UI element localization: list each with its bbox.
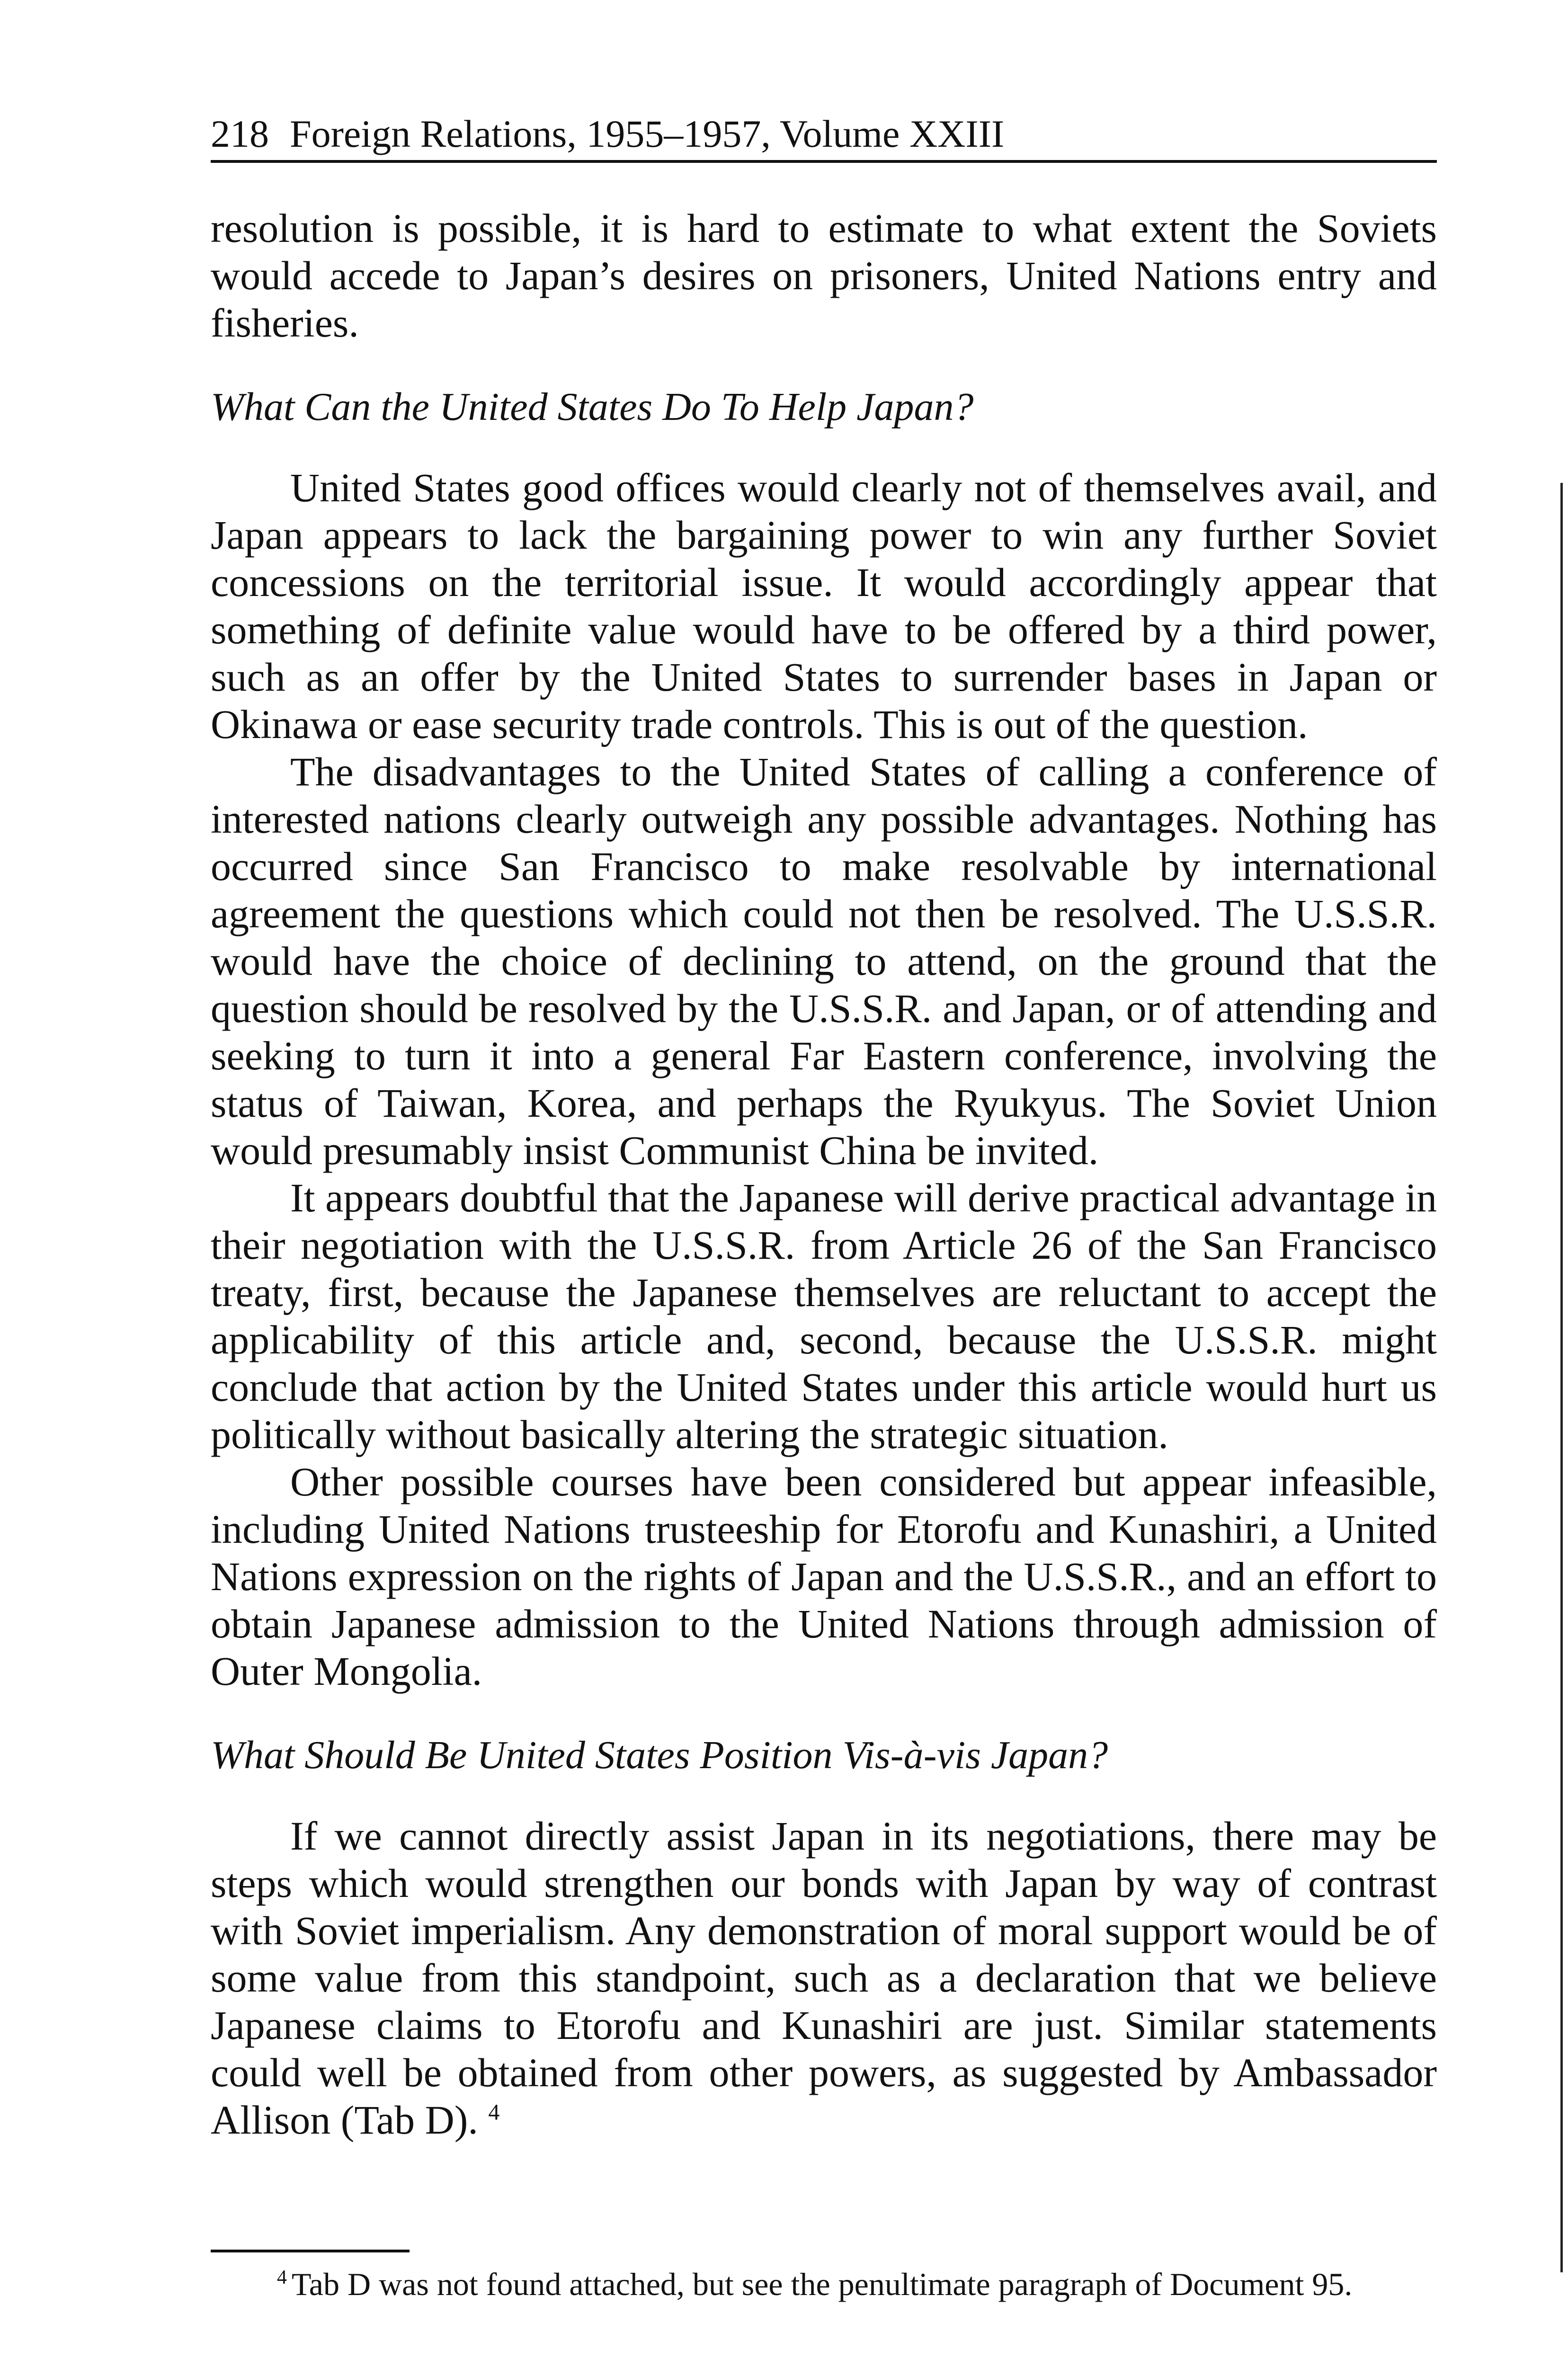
section-heading-help-japan: What Can the United States Do To Help Japan? [211,385,974,429]
running-header [211,108,1437,163]
paragraph-other-courses: Other possible courses have been considered but appear infeasible, including United Nations trusteeship for Etorofu and Kunashiri, a United Nations expression on the rights of Japan and the U.S.S.R., and an effort to obtain Japanese admission to the United Nations through admission of Outer Mongolia. [211,1459,1437,1694]
paragraph-moral-support-text: If we cannot directly assist Japan in its negotiations, there may be steps which would strengthen our bonds with Japan by way of contrast with Soviet imperialism. Any demonstration of moral support would be of some value from this standpoint, such as a declaration that we believe Japanese claims to Etorofu and Kunashiri are just. Similar statements could well be obtained from other powers, as suggested by Ambassador Allison (Tab D). [211,1813,1437,2143]
paragraph-moral-support [211,1812,1437,2144]
footnote-reference: 4 [488,2100,500,2125]
page-number: 218 [211,112,269,155]
footnote-number: 4 [277,2267,287,2289]
footnote-divider [211,2250,410,2252]
main-text [211,205,1437,2144]
footnote-text: Tab D was not found attached, but see the penultimate paragraph of Document 95. [292,2266,1353,2302]
paragraph-good-offices: United States good offices would clearly not of themselves avail, and Japan appears to lack the bargaining power to win any further Soviet concessions on the territorial issue. It would accordingly appear that something of definite value would have to be offered by a third power, such as an offer by the United States to surrender bases in Japan or Okinawa or ease security trade controls. This is out of the question. [211,465,1437,747]
paragraph-article-26: It appears doubtful that the Japanese will derive practical advantage in their negotiation with the U.S.S.R. from Article 26 of the San Francisco treaty, first, because the Japanese themselves are reluctant to accept the applicability of this article and, second, because the U.S.S.R. might conclude that action by the United States under this article would hurt us politically without basically altering the strategic situation. [211,1175,1437,1457]
running-title: Foreign Relations, 1955–1957, Volume XXIII [290,112,1005,155]
footnote [211,2263,1437,2305]
section-heading-us-position: What Should Be United States Position Vis-à-vis Japan? [211,1733,1108,1777]
page-edge-shadow [1560,483,1563,2272]
paragraph-conference: The disadvantages to the United States of calling a conference of interested nations clearly outweigh any possible advantages. Nothing has occurred since San Francisco to make resolvable by international agreement the questions which could not then be resolved. The U.S.S.R. would have the choice of declining to attend, on the ground that the question should be resolved by the U.S.S.R. and Japan, or of attending and seeking to turn it into a general Far Eastern conference, involving the status of Taiwan, Korea, and perhaps the Ryukyus. The Soviet Union would presumably insist Communist China be invited. [211,749,1437,1173]
paragraph-continued: resolution is possible, it is hard to estimate to what extent the Soviets would accede to Japan’s desires on prisoners, United Nations entry and fisheries. [211,205,1437,346]
